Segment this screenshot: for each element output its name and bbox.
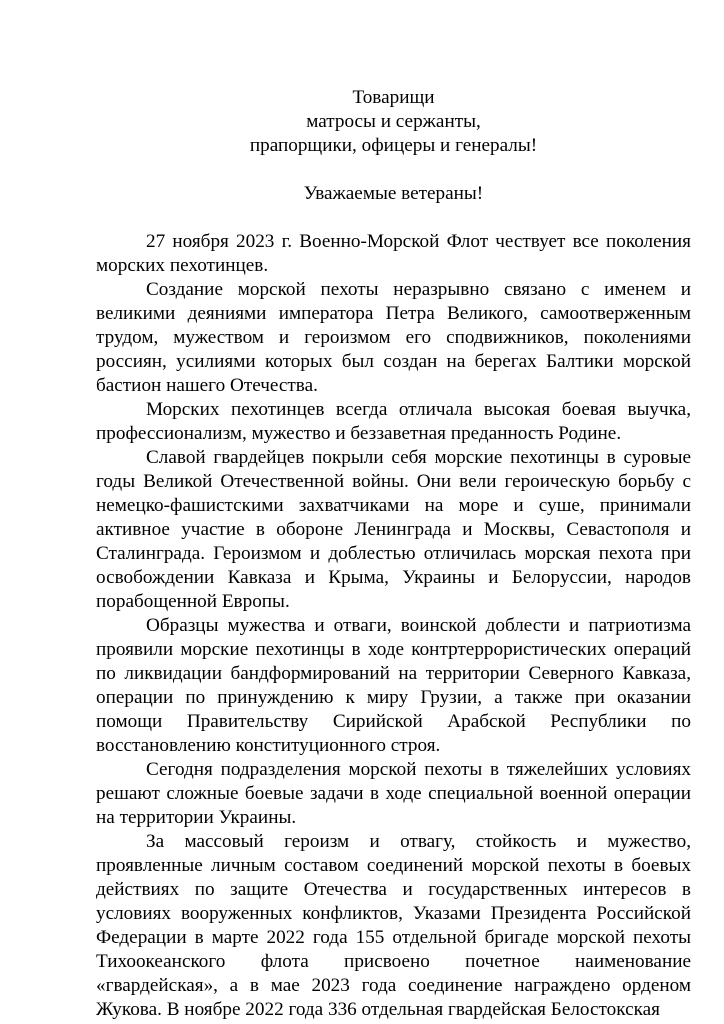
body-paragraph: 27 ноября 2023 г. Военно-Морской Флот чествует все поколения морских пехотинцев. bbox=[96, 231, 691, 276]
body-paragraph: Сегодня подразделения морской пехоты в тяжелейших условиях решают сложные боевые задачи в ходе специальной военной операции на территории Украины. bbox=[96, 759, 691, 828]
greeting-heading: Уважаемые ветераны! bbox=[303, 183, 484, 204]
salutation-line: прапорщики, офицеры и генералы! bbox=[249, 135, 538, 156]
body-paragraph: За массовый героизм и отвагу, стойкость и мужество, проявленные личным составом соединений морской пехоты в боевых действиях по защите Отечества и государственных интересов в условиях вооруженных конфликтов, Указами Президента Российской Федерации в марте 2022 года 155 отдельной бригаде морской пехоты Тихоокеанского флота присвоено почетное наименование «гвардейская», а в мае 2023 года соединение награждено орденом Жукова. В ноябре 2022 года 336 отдельная гвардейская Белостокская bbox=[96, 831, 691, 1020]
salutation-block bbox=[96, 86, 691, 158]
salutation-line: Товарищи bbox=[352, 87, 435, 108]
body-paragraph: Морских пехотинцев всегда отличала высокая боевая выучка, профессионализм, мужество и беззаветная преданность Родине. bbox=[96, 399, 691, 444]
body-paragraph: Образцы мужества и отваги, воинской доблести и патриотизма проявили морские пехотинцы в ходе контртеррористических операций по ликвидации бандформирований на территории Северного Кавказа, операции по принуждению к миру Грузии, а также при оказании помощи Правительству Сирийской Арабской Республики по восстановлению конституционного строя. bbox=[96, 615, 691, 756]
body-paragraph: Славой гвардейцев покрыли себя морские пехотинцы в суровые годы Великой Отечественной войны. Они вели героическую борьбу с немецко-фашистскими захватчиками на море и суше, принимали активное участие в обороне Ленинграда и Москвы, Севастополя и Сталинграда. Героизмом и доблестью отличилась морская пехота при освобождении Кавказа и Крыма, Украины и Белоруссии, народов порабощенной Европы. bbox=[96, 447, 691, 612]
body-paragraph: Создание морской пехоты неразрывно связано с именем и великими деяниями императора Петра Великого, самоотверженным трудом, мужеством и героизмом его сподвижников, поколениями россиян, усилиями которых был создан на берегах Балтики морской бастион нашего Отечества. bbox=[96, 279, 691, 396]
salutation-line: матросы и сержанты, bbox=[306, 111, 481, 132]
document-body bbox=[96, 230, 691, 1022]
